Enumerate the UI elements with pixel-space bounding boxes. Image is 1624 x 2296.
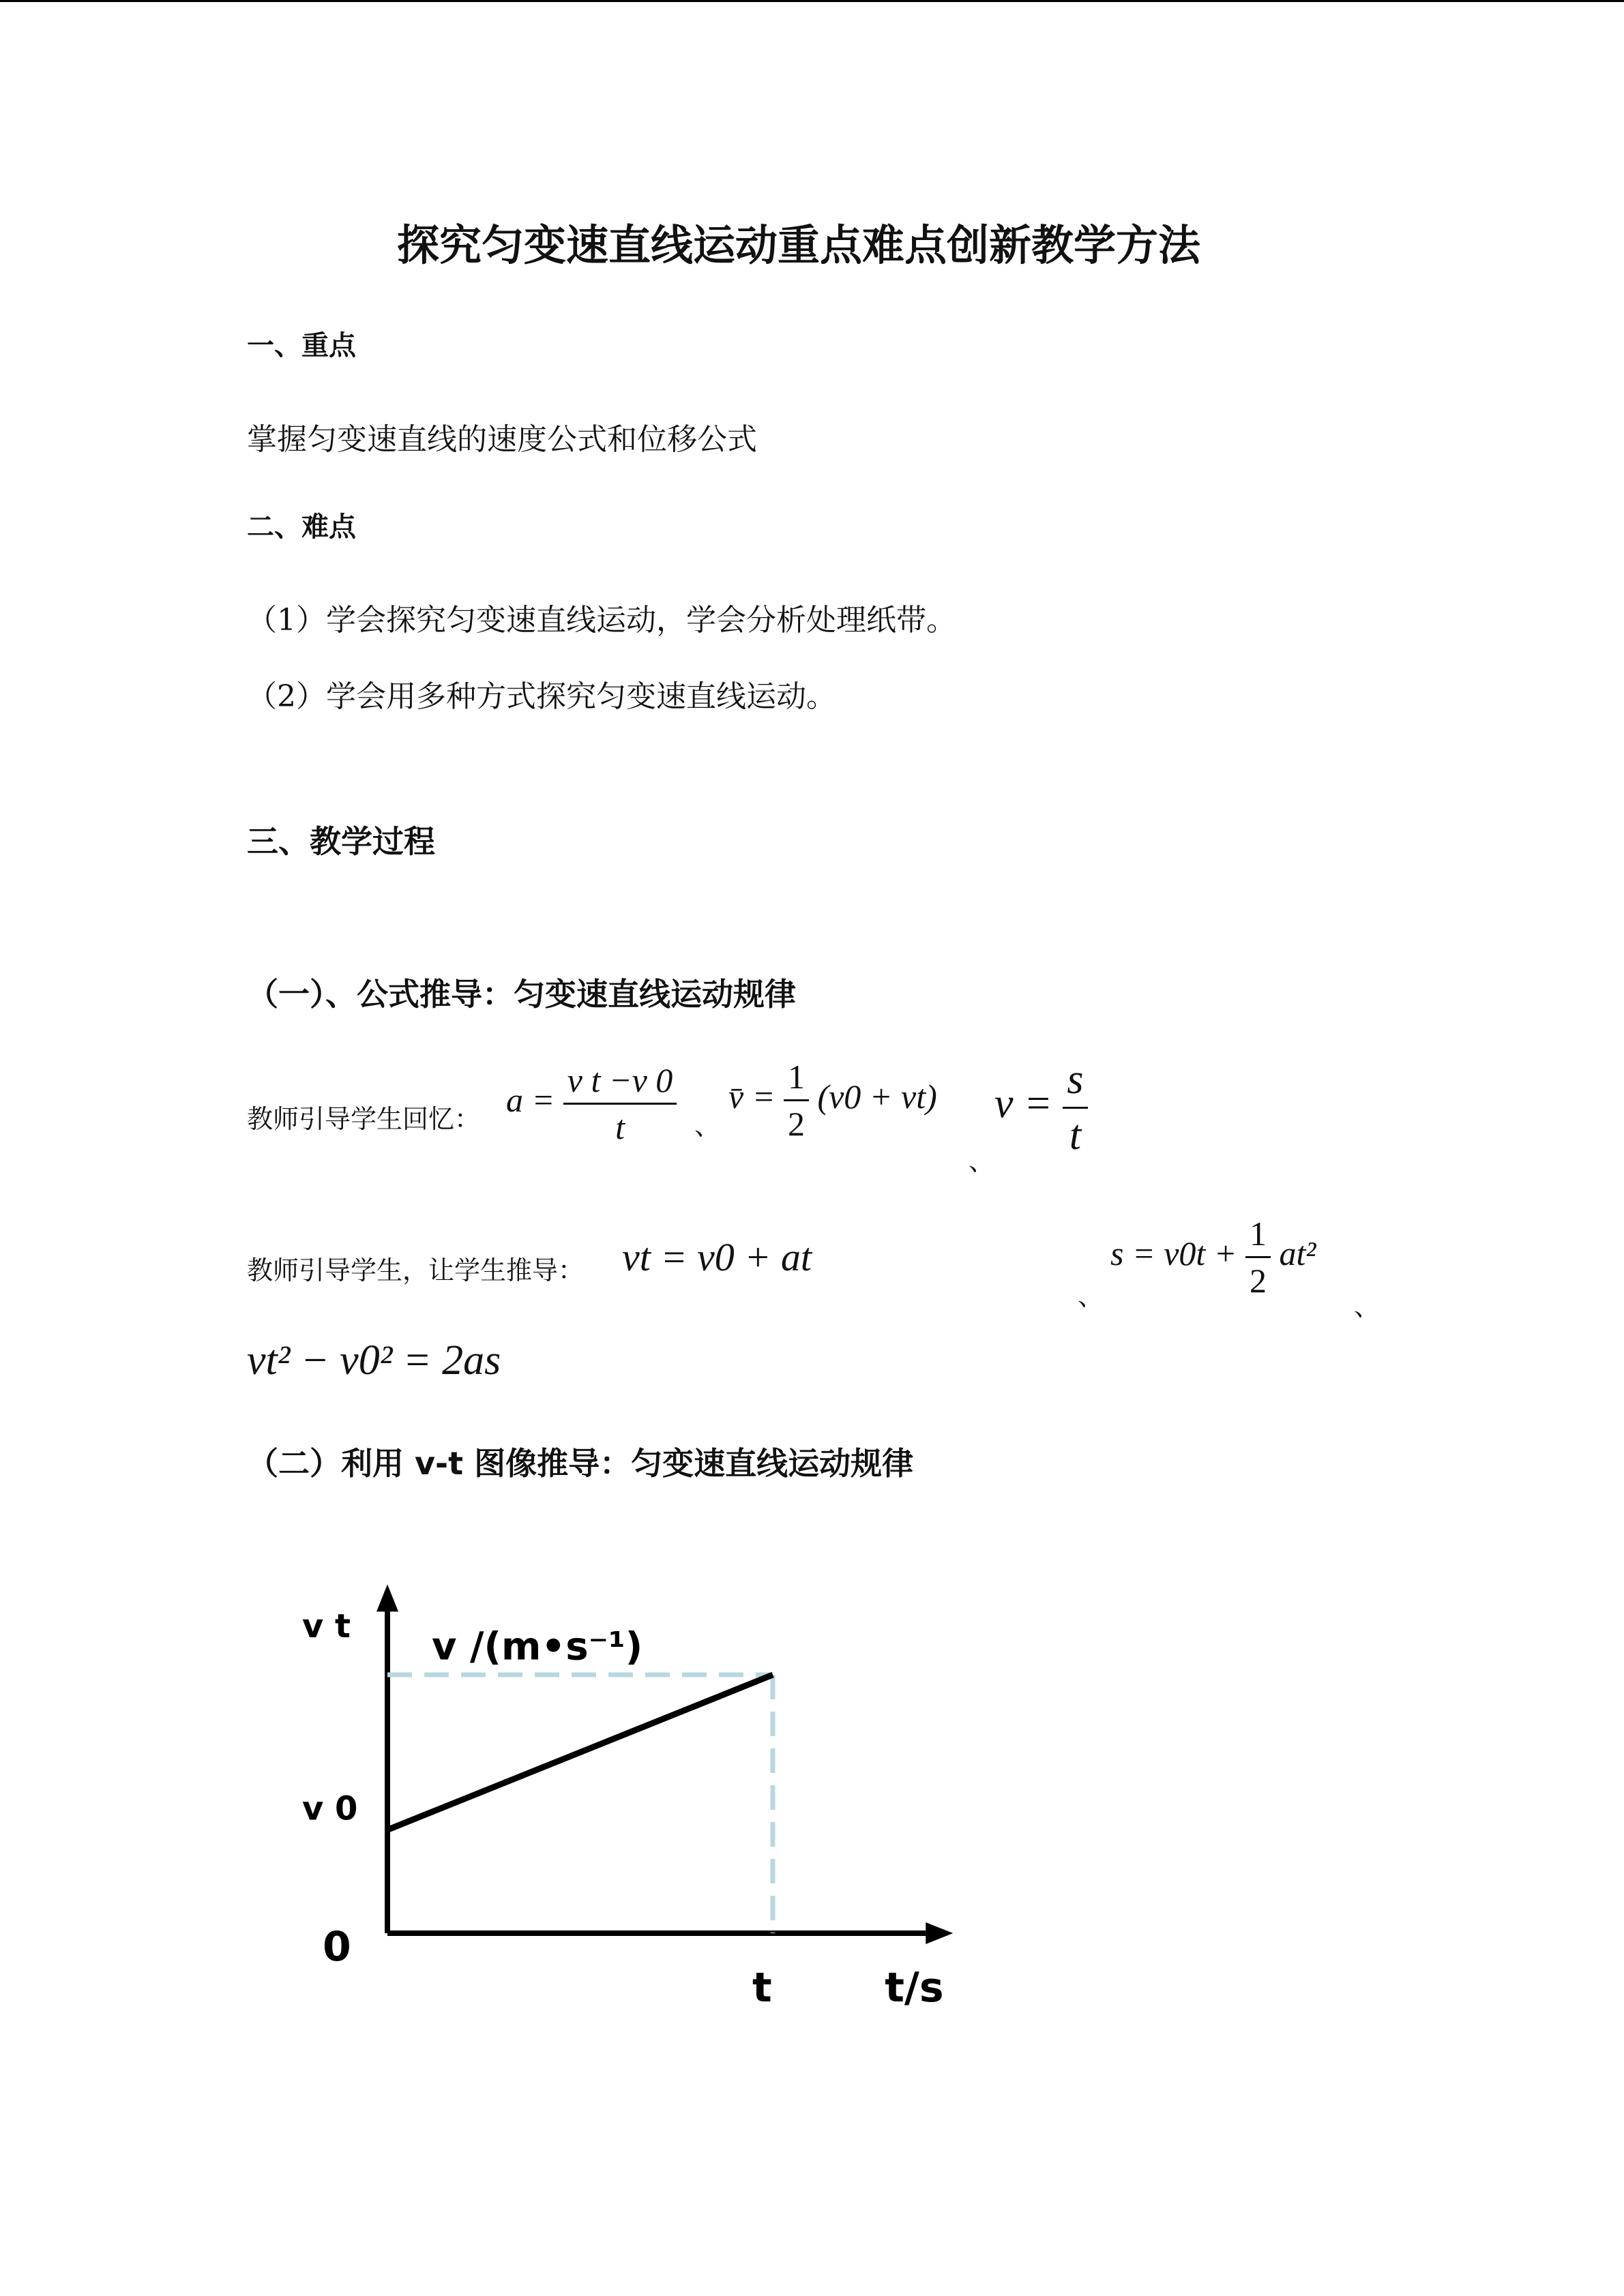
x-tick-t: t	[752, 1964, 772, 2012]
x-axis-arrow	[926, 1922, 953, 1944]
derive-label: 教师引导学生，让学生推导：	[247, 1255, 585, 1285]
formula-displacement-denominator: 2	[1250, 1262, 1267, 1300]
formula-displacement-numerator: 1	[1245, 1214, 1271, 1258]
formula-acceleration-numerator: v t −v 0	[563, 1060, 677, 1105]
y-tick-v0: v 0	[302, 1789, 358, 1828]
formula-average-velocity-rhs: (v0 + vt)	[817, 1077, 937, 1116]
formula-acceleration-denominator: t	[615, 1108, 625, 1146]
formula-displacement-lhs: s = v0t +	[1110, 1234, 1237, 1272]
separator-2: 、	[969, 1146, 995, 1176]
formula-average-velocity-numerator: 1	[784, 1057, 809, 1101]
separator-1: 、	[694, 1111, 721, 1141]
origin-label: 0	[323, 1923, 351, 1971]
y-tick-vt: v t	[302, 1607, 351, 1645]
section-heading-key-points: 一、重点	[247, 330, 356, 361]
page-title: 探究匀变速直线运动重点难点创新教学方法	[397, 220, 1201, 270]
subsection-heading-vt-graph: （二）利用 v-t 图像推导：匀变速直线运动规律	[247, 1445, 914, 1482]
section-heading-difficulties: 二、难点	[247, 511, 356, 543]
difficulty-item-2: （2）学会用多种方式探究匀变速直线运动。	[247, 679, 836, 714]
formula-acceleration-lhs: a =	[506, 1080, 555, 1119]
y-axis-label: v /(m•s⁻¹)	[432, 1624, 643, 1669]
formula-velocity-denominator: t	[1069, 1112, 1082, 1159]
recall-label: 教师引导学生回忆：	[247, 1104, 481, 1134]
formula-average-velocity-denominator: 2	[787, 1105, 805, 1143]
x-axis-label: t/s	[885, 1964, 944, 2012]
difficulty-item-1: （1）学会探究匀变速直线运动，学会分析处理纸带。	[247, 603, 956, 638]
y-axis-arrow	[377, 1584, 398, 1611]
section-heading-teaching-process: 三、教学过程	[247, 823, 435, 860]
formula-velocity-displacement: vt² − v0² = 2as	[247, 1337, 501, 1384]
subsection-heading-formula-derivation: （一）、公式推导：匀变速直线运动规律	[247, 976, 796, 1013]
formula-displacement-rhs: at²	[1279, 1234, 1316, 1272]
separator-3: 、	[1078, 1281, 1104, 1311]
separator-4: 、	[1354, 1292, 1381, 1322]
formula-velocity-lhs: v =	[994, 1080, 1052, 1127]
velocity-time-line	[387, 1675, 773, 1830]
key-points-text: 掌握匀变速直线的速度公式和位移公式	[247, 422, 757, 457]
formula-average-velocity-lhs: v̄ =	[728, 1077, 776, 1116]
formula-velocity-numerator: s	[1063, 1056, 1087, 1109]
formula-velocity-time: vt = v0 + at	[622, 1235, 812, 1279]
